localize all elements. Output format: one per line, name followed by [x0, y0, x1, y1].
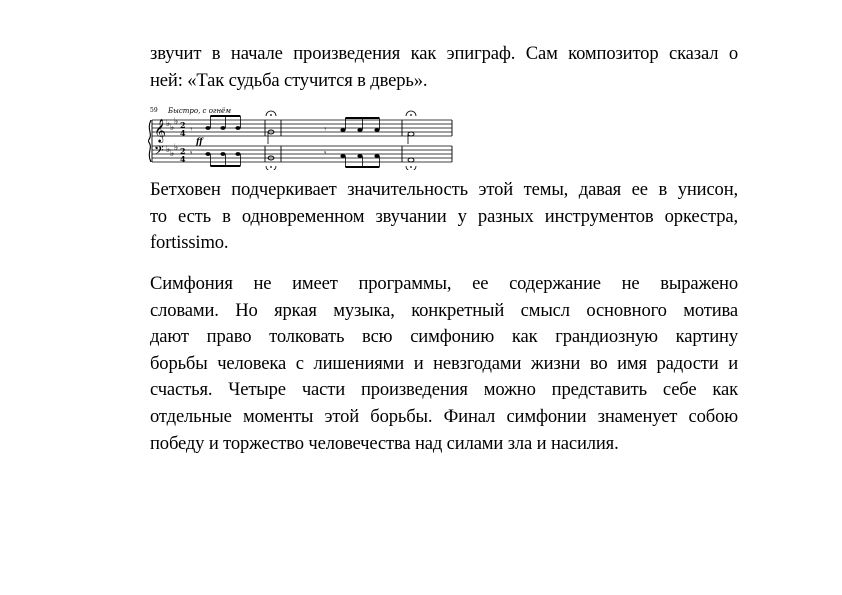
svg-text:2: 2: [180, 146, 186, 156]
note-group: [340, 154, 379, 167]
bass-clef-icon: 𝄢: [154, 143, 164, 161]
dynamic-marking: ff: [196, 136, 203, 146]
brace: [148, 120, 151, 162]
svg-text:♭: ♭: [166, 145, 171, 155]
time-signature: [180, 120, 186, 164]
svg-text:4: 4: [180, 128, 186, 138]
tempo-marking: Быстро, с огнём: [168, 107, 232, 115]
key-signature-flats: [166, 117, 178, 159]
text-line: дают право толковать всю симфонию как грандиозную картину: [150, 326, 738, 348]
treble-staff: [152, 120, 452, 136]
text-line: звучит в начале произведения как эпиграф. Сам композитор сказал о: [150, 43, 738, 64]
treble-clef-icon: 𝄞: [154, 118, 166, 142]
music-score-excerpt: [148, 104, 454, 170]
svg-text:♭: ♭: [174, 117, 179, 127]
eighth-rest-icon: 𝄾: [190, 149, 193, 159]
measure-number: 59: [150, 107, 158, 114]
svg-text:4: 4: [180, 154, 186, 164]
svg-text:♭: ♭: [174, 143, 179, 153]
text-line: словами. Но яркая музыка, конкретный смысл основного мотива: [150, 299, 738, 321]
svg-text:♭: ♭: [170, 123, 175, 133]
text-line: Бетховен подчеркивает значительность этой темы, давая ее в унисон,: [150, 179, 738, 200]
eighth-rest-icon: 𝄾: [324, 149, 327, 159]
svg-text:♭: ♭: [170, 149, 175, 159]
text-line: победу и торжество человечества над силами зла и насилия.: [150, 432, 619, 454]
svg-text:2: 2: [180, 120, 186, 130]
text-line: то есть в одновременном звучании у разных инструментов оркестра,: [150, 205, 738, 227]
text-line: борьбы человека с лишениями и невзгодами жизни во имя радости и: [150, 352, 738, 374]
text-line: счастья. Четыре части произведения можно представить себе как: [150, 379, 738, 401]
eighth-rest-icon: 𝄾: [190, 125, 193, 135]
text-line: fortissimo.: [150, 232, 229, 254]
text-line: отдельные моменты этой борьбы. Финал симфонии знаменует собою: [150, 405, 738, 427]
paragraph-symphony: [150, 271, 738, 457]
paragraph-epigraph: [150, 41, 738, 94]
eighth-rest-icon: 𝄾: [324, 125, 327, 135]
bass-staff: [152, 146, 452, 162]
svg-text:♭: ♭: [166, 119, 171, 129]
text-line: ней: «Так судьба стучится в дверь».: [150, 69, 428, 91]
text-line: Симфония не имеет программы, ее содержание не выражено: [150, 273, 738, 294]
paragraph-unison: [150, 177, 738, 257]
